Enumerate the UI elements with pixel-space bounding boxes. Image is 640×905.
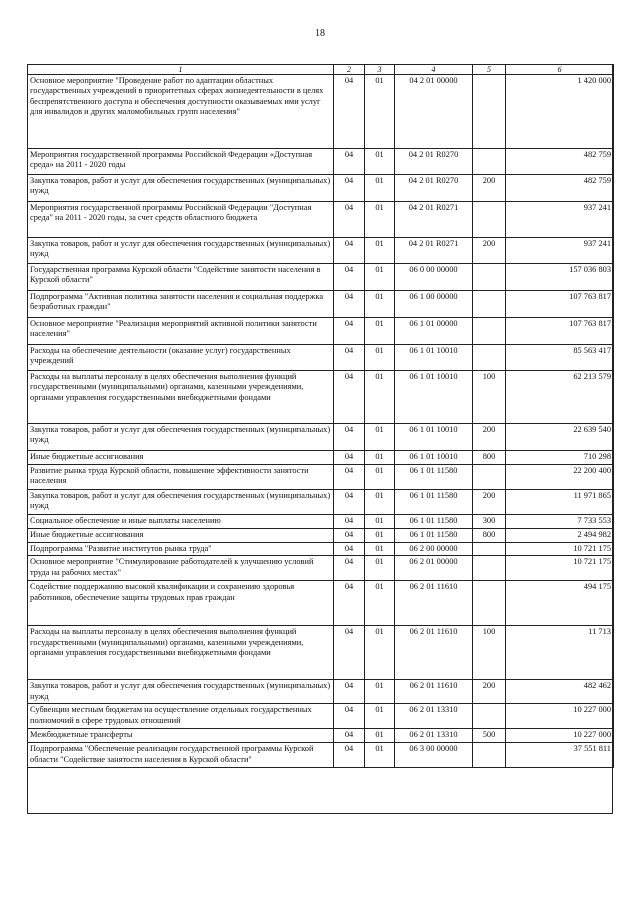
row-amount: 10 721 175 [506,556,614,581]
row-name: Расходы на выплаты персоналу в целях обеспечения выполнения функций государственными (муниципальными) органами, казенными учреждениями, органами управления государственными внебюджетными фондами [28,371,334,424]
row-amount: 710 298 [506,451,614,465]
row-gr-code: 04 [334,75,365,149]
row-section-code: 01 [365,149,395,175]
table-body [28,75,614,768]
table-row [28,529,614,543]
row-name: Закупка товаров, работ и услуг для обеспечения государственных (муниципальных) нужд [28,238,334,264]
row-gr-code: 04 [334,704,365,729]
row-section-code: 01 [365,680,395,704]
column-header-4: 4 [395,65,473,75]
row-name: Мероприятия государственной программы Российской Федерации «Доступная среда» на 2011 - 2020 годы [28,149,334,175]
row-section-code: 01 [365,465,395,490]
row-amount: 10 227 000 [506,729,614,743]
row-gr-code: 04 [334,291,365,318]
row-amount: 107 763 817 [506,291,614,318]
row-section-code: 01 [365,704,395,729]
row-expense-type [473,202,506,238]
row-section-code: 01 [365,451,395,465]
row-section-code: 01 [365,490,395,515]
row-amount: 482 759 [506,149,614,175]
column-header-6: 6 [506,65,614,75]
column-header-3: 3 [365,65,395,75]
row-gr-code: 04 [334,680,365,704]
row-amount: 482 462 [506,680,614,704]
row-gr-code: 04 [334,202,365,238]
row-amount: 482 759 [506,175,614,202]
page-number: 18 [315,28,325,39]
row-expense-type: 800 [473,529,506,543]
row-target-code: 06 2 01 11610 [395,680,473,704]
row-expense-type: 300 [473,515,506,529]
row-expense-type [473,581,506,626]
column-number-row [28,65,614,75]
row-gr-code: 04 [334,465,365,490]
row-expense-type: 200 [473,175,506,202]
row-section-code: 01 [365,291,395,318]
row-target-code: 06 2 01 11610 [395,581,473,626]
row-gr-code: 04 [334,175,365,202]
row-expense-type [473,465,506,490]
row-amount: 107 763 817 [506,318,614,345]
row-name: Подпрограмма "Обеспечение реализации государственной программы Курской области "Содействие занятости населения в Курской области" [28,743,334,768]
table-row [28,451,614,465]
row-name: Межбюджетные трансферты [28,729,334,743]
row-name: Закупка товаров, работ и услуг для обеспечения государственных (муниципальных) нужд [28,424,334,451]
row-name: Основное мероприятие "Реализация мероприятий активной политики занятости населения" [28,318,334,345]
row-expense-type [473,704,506,729]
row-gr-code: 04 [334,543,365,556]
row-section-code: 01 [365,202,395,238]
row-name: Расходы на выплаты персоналу в целях обеспечения выполнения функций государственными (муниципальными) органами, казенными учреждениями, органами управления государственными внебюджетными фондами [28,626,334,680]
row-expense-type [473,318,506,345]
row-amount: 11 971 865 [506,490,614,515]
row-expense-type [473,743,506,768]
row-name: Закупка товаров, работ и услуг для обеспечения государственных (муниципальных) нужд [28,490,334,515]
row-section-code: 01 [365,515,395,529]
row-gr-code: 04 [334,345,365,371]
row-amount: 157 036 803 [506,264,614,291]
row-expense-type [473,291,506,318]
row-target-code: 06 1 01 11580 [395,490,473,515]
row-target-code: 04 2 01 R0270 [395,175,473,202]
row-amount: 22 200 400 [506,465,614,490]
row-target-code: 06 1 01 11580 [395,465,473,490]
table-row [28,149,614,175]
row-name: Развитие рынка труда Курской области, повышение эффективности занятости населения [28,465,334,490]
row-name: Закупка товаров, работ и услуг для обеспечения государственных (муниципальных) нужд [28,175,334,202]
table-row [28,175,614,202]
row-section-code: 01 [365,626,395,680]
row-target-code: 04 2 01 R0271 [395,202,473,238]
row-section-code: 01 [365,345,395,371]
row-name: Иные бюджетные ассигнования [28,451,334,465]
row-expense-type [473,264,506,291]
row-gr-code: 04 [334,490,365,515]
row-expense-type [473,149,506,175]
row-amount: 937 241 [506,202,614,238]
row-gr-code: 04 [334,149,365,175]
row-target-code: 04 2 01 R0271 [395,238,473,264]
row-expense-type: 200 [473,680,506,704]
row-section-code: 01 [365,529,395,543]
table-row [28,345,614,371]
table-row [28,680,614,704]
row-name: Подпрограмма "Развитие институтов рынка труда" [28,543,334,556]
table-row [28,556,614,581]
row-gr-code: 04 [334,238,365,264]
row-amount: 937 241 [506,238,614,264]
row-name: Подпрограмма "Активная политика занятости населения и социальная поддержка безработных граждан" [28,291,334,318]
row-amount: 1 420 000 [506,75,614,149]
table-row [28,371,614,424]
row-target-code: 06 0 00 00000 [395,264,473,291]
row-amount: 7 733 553 [506,515,614,529]
row-section-code: 01 [365,75,395,149]
column-header-2: 2 [334,65,365,75]
table-row [28,465,614,490]
row-amount: 494 175 [506,581,614,626]
row-expense-type [473,345,506,371]
row-section-code: 01 [365,581,395,626]
table-row [28,729,614,743]
row-gr-code: 04 [334,556,365,581]
row-target-code: 06 2 01 13310 [395,729,473,743]
row-expense-type: 200 [473,424,506,451]
row-target-code: 06 1 01 10010 [395,345,473,371]
row-section-code: 01 [365,556,395,581]
row-section-code: 01 [365,743,395,768]
row-expense-type [473,543,506,556]
table-row [28,743,614,768]
row-amount: 37 551 811 [506,743,614,768]
row-expense-type [473,556,506,581]
row-name: Закупка товаров, работ и услуг для обеспечения государственных (муниципальных) нужд [28,680,334,704]
row-target-code: 04 2 01 R0270 [395,149,473,175]
row-gr-code: 04 [334,729,365,743]
table-row [28,704,614,729]
row-expense-type: 200 [473,490,506,515]
row-name: Иные бюджетные ассигнования [28,529,334,543]
row-name: Основное мероприятие "Проведение работ по адаптации областных государственных учреждений в приоритетных сферах жизнедеятельности в целях беспрепятственного доступа и обеспечения доступности оказываемых ими услуг для инвалидов и других маломобильных групп населения" [28,75,334,149]
row-amount: 10 227 000 [506,704,614,729]
row-gr-code: 04 [334,743,365,768]
row-expense-type: 800 [473,451,506,465]
row-gr-code: 04 [334,264,365,291]
table-row [28,626,614,680]
budget-table [27,64,614,768]
table-row [28,264,614,291]
row-gr-code: 04 [334,581,365,626]
table-row [28,202,614,238]
row-target-code: 06 2 01 00000 [395,556,473,581]
row-amount: 11 713 [506,626,614,680]
row-section-code: 01 [365,238,395,264]
row-target-code: 06 1 01 10010 [395,424,473,451]
table-row [28,490,614,515]
row-target-code: 06 2 00 00000 [395,543,473,556]
table-row [28,581,614,626]
table-row [28,543,614,556]
row-target-code: 06 1 01 00000 [395,318,473,345]
row-amount: 85 563 417 [506,345,614,371]
row-gr-code: 04 [334,424,365,451]
row-target-code: 06 1 01 11580 [395,529,473,543]
row-section-code: 01 [365,175,395,202]
table-row [28,515,614,529]
row-amount: 62 213 579 [506,371,614,424]
column-header-5: 5 [473,65,506,75]
table-row [28,424,614,451]
table-row [28,318,614,345]
row-section-code: 01 [365,318,395,345]
row-section-code: 01 [365,264,395,291]
row-name: Содействие поддержанию высокой квалификации и сохранению здоровья работников, обеспечение защиты трудовых прав граждан [28,581,334,626]
row-name: Субвенции местным бюджетам на осуществление отдельных государственных полномочий в сфере трудовых отношений [28,704,334,729]
row-target-code: 06 1 01 11580 [395,515,473,529]
row-expense-type: 100 [473,371,506,424]
row-section-code: 01 [365,424,395,451]
row-target-code: 04 2 01 00000 [395,75,473,149]
row-expense-type: 200 [473,238,506,264]
table-row [28,75,614,149]
row-target-code: 06 1 01 10010 [395,371,473,424]
row-name: Расходы на обеспечение деятельности (оказание услуг) государственных учреждений [28,345,334,371]
row-name: Государственная программа Курской области "Содействие занятости населения в Курской области" [28,264,334,291]
row-amount: 22 639 540 [506,424,614,451]
row-target-code: 06 3 00 00000 [395,743,473,768]
row-gr-code: 04 [334,626,365,680]
row-gr-code: 04 [334,371,365,424]
table-row [28,238,614,264]
row-target-code: 06 1 01 10010 [395,451,473,465]
row-gr-code: 04 [334,451,365,465]
row-target-code: 06 2 01 11610 [395,626,473,680]
row-expense-type: 500 [473,729,506,743]
row-name: Основное мероприятие "Стимулирование работодателей к улучшению условий труда на рабочих местах" [28,556,334,581]
row-section-code: 01 [365,371,395,424]
row-amount: 10 721 175 [506,543,614,556]
row-gr-code: 04 [334,318,365,345]
table-row [28,291,614,318]
row-target-code: 06 1 00 00000 [395,291,473,318]
row-expense-type [473,75,506,149]
row-expense-type: 100 [473,626,506,680]
row-name: Социальное обеспечение и иные выплаты населению [28,515,334,529]
row-gr-code: 04 [334,529,365,543]
row-amount: 2 494 982 [506,529,614,543]
column-header-1: 1 [28,65,334,75]
row-gr-code: 04 [334,515,365,529]
row-name: Мероприятия государственной программы Российской Федерации "Доступная среда" на 2011 - 2020 годы, за счет средств областного бюджета [28,202,334,238]
row-section-code: 01 [365,543,395,556]
row-target-code: 06 2 01 13310 [395,704,473,729]
row-section-code: 01 [365,729,395,743]
